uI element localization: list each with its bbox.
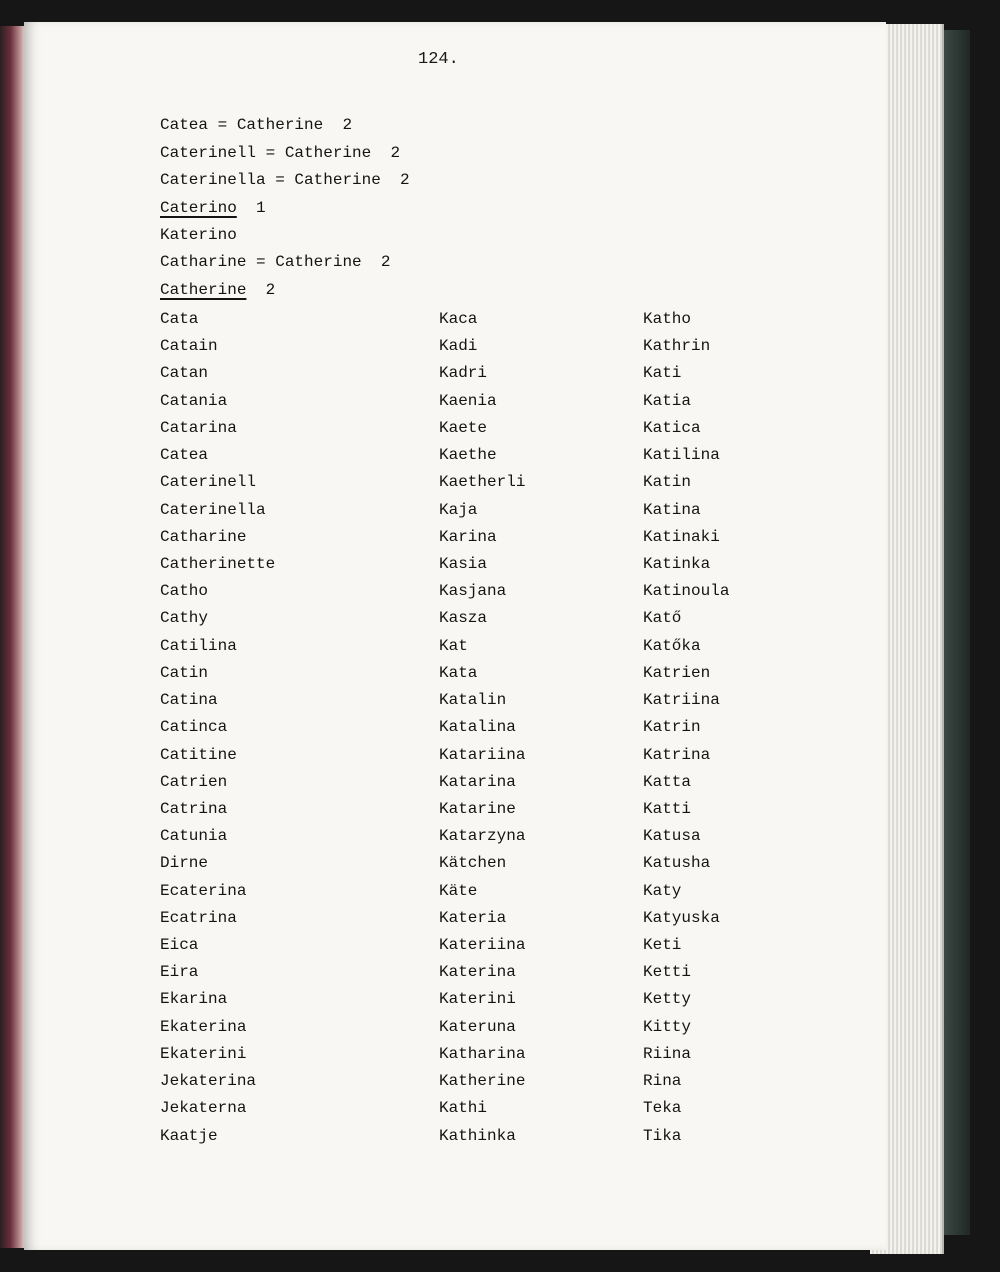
- name-column-2: [439, 310, 525, 1154]
- page-number: 124.: [418, 50, 459, 69]
- name-entry: Kat: [439, 636, 468, 655]
- name-entry: Ekaterina: [160, 1017, 247, 1036]
- name-entry: Jekaterna: [160, 1099, 247, 1118]
- entry-rest: 2: [246, 281, 276, 299]
- name-entry: Catunia: [160, 827, 228, 846]
- name-entry: Catain: [160, 337, 218, 356]
- entry-name: Caterino: [160, 199, 237, 217]
- name-entry: Katusa: [643, 827, 701, 846]
- name-entry: Keti: [643, 936, 682, 955]
- name-entry: Caterinell: [160, 473, 257, 492]
- name-entry: Catarina: [160, 418, 237, 437]
- name-entry: Catitine: [160, 745, 237, 764]
- name-entry: Katina: [643, 500, 701, 519]
- name-entry: Rina: [643, 1072, 682, 1091]
- name-entry: Katharina: [439, 1044, 526, 1063]
- header-entry: [160, 144, 400, 162]
- name-entry: Katriina: [643, 691, 720, 710]
- name-entry: Katerina: [439, 963, 516, 982]
- name-entry: Katica: [643, 418, 701, 437]
- name-entry: Katinka: [643, 554, 711, 573]
- name-entry: Katrin: [643, 718, 701, 737]
- name-entry: Katarzyna: [439, 827, 526, 846]
- name-entry: Kätchen: [439, 854, 507, 873]
- name-entry: Katyuska: [643, 908, 720, 927]
- name-entry: Eica: [160, 936, 199, 955]
- name-entry: Kateria: [439, 908, 507, 927]
- name-entry: Catherinette: [160, 554, 276, 573]
- name-entry: Katrien: [643, 663, 711, 682]
- name-entry: Katarine: [439, 799, 516, 818]
- name-entry: Katrina: [643, 745, 711, 764]
- name-entry: Ekaterini: [160, 1044, 247, 1063]
- name-entry: Catania: [160, 391, 228, 410]
- name-entry: Katinaki: [643, 527, 720, 546]
- name-entry: Kaete: [439, 418, 488, 437]
- header-entry: [160, 253, 390, 271]
- name-entry: Jekaterina: [160, 1072, 257, 1091]
- name-entry: Käte: [439, 881, 478, 900]
- name-entry: Kati: [643, 364, 682, 383]
- name-entry: Kitty: [643, 1017, 692, 1036]
- name-entry: Katherine: [439, 1072, 526, 1091]
- header-entry: [160, 116, 352, 134]
- header-entry: [160, 226, 237, 244]
- name-entry: Katusha: [643, 854, 711, 873]
- name-column-3: [643, 310, 729, 1154]
- name-entry: Ekarina: [160, 990, 228, 1009]
- name-entry: Catrien: [160, 772, 228, 791]
- name-entry: Kathinka: [439, 1126, 516, 1145]
- name-entry: Katariina: [439, 745, 526, 764]
- name-entry: Katho: [643, 310, 692, 328]
- book-cover-left: [0, 26, 26, 1248]
- name-entry: Cathy: [160, 609, 209, 628]
- name-entry: Tika: [643, 1126, 682, 1145]
- name-entry: Kasza: [439, 609, 488, 628]
- name-entry: Katalin: [439, 691, 507, 710]
- name-entry: Katilina: [643, 446, 720, 465]
- name-entry: Karina: [439, 527, 497, 546]
- name-entry: Kata: [439, 663, 478, 682]
- name-entry: Kasia: [439, 554, 488, 573]
- entry-name: Catharine: [160, 253, 247, 271]
- name-entry: Kateruna: [439, 1017, 516, 1036]
- entry-rest: = Catherine 2: [265, 171, 410, 189]
- name-entry: Catin: [160, 663, 209, 682]
- name-column-1: [160, 310, 275, 1154]
- name-entry: Katta: [643, 772, 692, 791]
- name-entry: Catea: [160, 446, 209, 465]
- name-entry: Katin: [643, 473, 692, 492]
- name-entry: Katő: [643, 609, 682, 628]
- name-entry: Katőka: [643, 636, 701, 655]
- name-entry: Katia: [643, 391, 692, 410]
- name-entry: Ecaterina: [160, 881, 247, 900]
- name-entry: Catan: [160, 364, 209, 383]
- name-entry: Kasjana: [439, 582, 507, 601]
- name-entry: Riina: [643, 1044, 692, 1063]
- name-entry: Kathi: [439, 1099, 488, 1118]
- name-entry: Catina: [160, 691, 218, 710]
- name-entry: Kadi: [439, 337, 478, 356]
- name-entry: Catinca: [160, 718, 228, 737]
- name-entry: Cata: [160, 310, 199, 328]
- name-entry: Ketti: [643, 963, 692, 982]
- name-entry: Catrina: [160, 799, 228, 818]
- name-entry: Kaca: [439, 310, 478, 328]
- name-entry: Katy: [643, 881, 682, 900]
- name-entry: Katinoula: [643, 582, 730, 601]
- entry-rest: = Catherine 2: [246, 253, 391, 271]
- name-entry: Teka: [643, 1099, 682, 1118]
- name-entry: Catilina: [160, 636, 237, 655]
- name-entry: Kaetherli: [439, 473, 526, 492]
- name-entry: Kaja: [439, 500, 478, 519]
- name-entry: Kathrin: [643, 337, 711, 356]
- name-entry: Katti: [643, 799, 692, 818]
- entry-rest: = Catherine 2: [256, 144, 401, 162]
- name-entry: Kadri: [439, 364, 488, 383]
- name-entry: Katarina: [439, 772, 516, 791]
- name-entry: Eira: [160, 963, 199, 982]
- name-entry: Catharine: [160, 527, 247, 546]
- name-entry: Dirne: [160, 854, 209, 873]
- entry-name: Catherine: [160, 281, 247, 299]
- entry-rest: 1: [236, 199, 266, 217]
- entry-name: Caterinell: [160, 144, 257, 162]
- entry-name: Caterinella: [160, 171, 266, 189]
- name-entry: Kaatje: [160, 1126, 218, 1145]
- header-entry: [160, 199, 266, 217]
- name-entry: Kaethe: [439, 446, 497, 465]
- name-entry: Kateriina: [439, 936, 526, 955]
- name-entry: Ecatrina: [160, 908, 237, 927]
- name-entry: Katalina: [439, 718, 516, 737]
- name-entry: Catho: [160, 582, 209, 601]
- name-entry: Kaenia: [439, 391, 497, 410]
- entry-rest: = Catherine 2: [208, 116, 353, 134]
- header-entry: [160, 171, 410, 189]
- header-entry: [160, 281, 275, 299]
- name-entry: Katerini: [439, 990, 516, 1009]
- name-entry: Caterinella: [160, 500, 266, 519]
- entry-name: Catea: [160, 116, 209, 134]
- name-entry: Ketty: [643, 990, 692, 1009]
- entry-name: Katerino: [160, 226, 237, 244]
